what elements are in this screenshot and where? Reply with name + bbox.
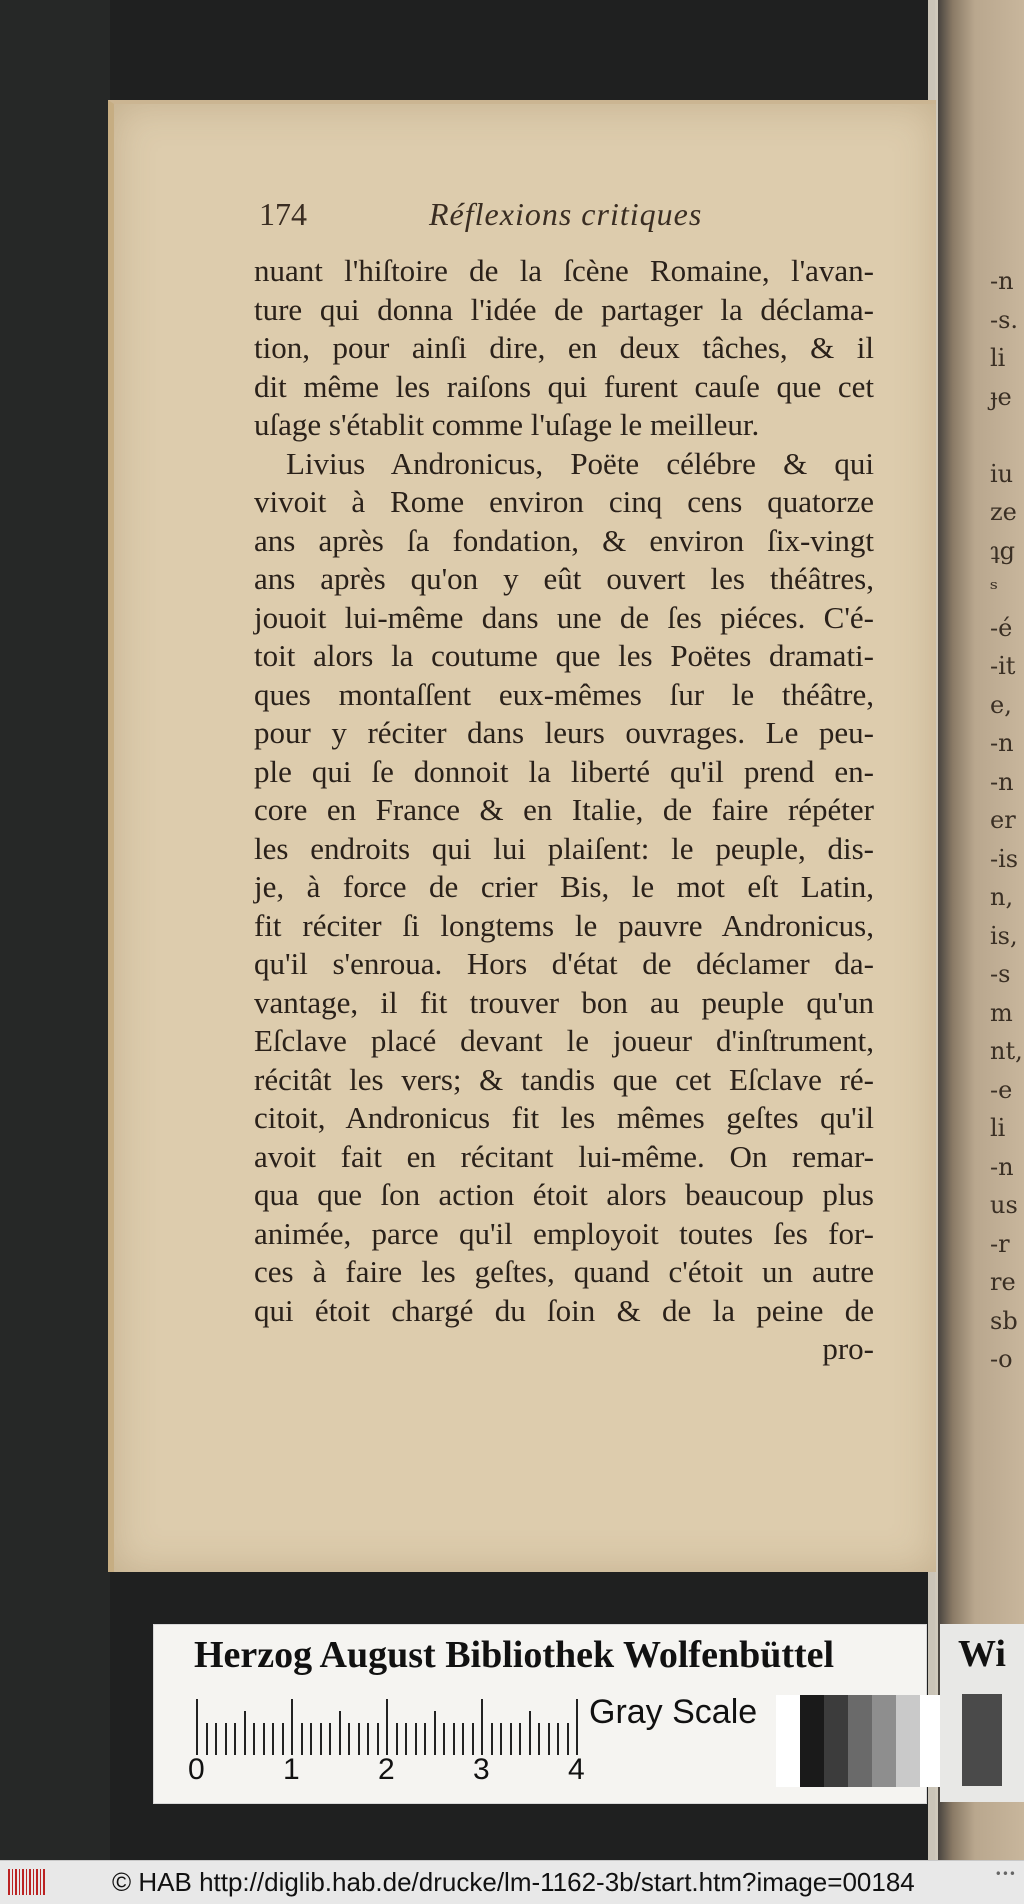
text-line: tion, pour ainſi dire, en deux tâches, & il xyxy=(254,330,874,365)
ruler-tick xyxy=(206,1723,208,1755)
adjacent-fragment: -s. xyxy=(990,305,1019,334)
text-line: vantage, il fit trouver bon au peuple qu'un xyxy=(254,984,874,1020)
adjacent-fragment: ˢ xyxy=(990,575,999,603)
text-line: fit réciter ſi longtems le pauvre Andronicus, xyxy=(254,907,874,943)
adjacent-fragment: ɟe xyxy=(990,382,1012,411)
text-line: ces à faire les geſtes, quand c'étoit un autre xyxy=(254,1254,874,1289)
text-line: récitât les vers; & tandis que cet Eſclave ré- xyxy=(254,1061,874,1097)
text-line: toit alors la coutume que les Poëtes dramati- xyxy=(254,638,874,673)
footer-copyright-link[interactable]: © HAB http://diglib.hab.de/drucke/lm-1162-3b/start.htm?image=00184 xyxy=(112,1867,915,1897)
ruler-tick xyxy=(301,1723,303,1755)
adjacent-fragment: us xyxy=(990,1191,1018,1219)
ruler-tick xyxy=(339,1711,341,1755)
ruler-tick xyxy=(500,1723,502,1755)
adjacent-fragment: n, xyxy=(990,883,1014,911)
scan-left-margin xyxy=(0,0,110,1860)
ruler-tick xyxy=(272,1723,274,1755)
adjacent-fragment: li xyxy=(990,1114,1006,1142)
text-line: qui étoit chargé du ſoin & de la peine de xyxy=(254,1292,874,1328)
gray-swatch xyxy=(848,1695,872,1787)
adjacent-fragment: -n xyxy=(990,267,1014,295)
ruler-tick xyxy=(348,1723,350,1755)
ruler-tick xyxy=(282,1723,284,1755)
gray-swatches xyxy=(776,1695,944,1787)
adjacent-fragment: -n xyxy=(990,1152,1014,1181)
ruler-tick xyxy=(567,1723,569,1755)
text-line: Eſclave placé devant le joueur d'inſtrument, xyxy=(254,1023,874,1058)
text-line: je, à force de crier Bis, le mot eſt Latin, xyxy=(254,869,874,904)
color-target-fragment-swatch xyxy=(962,1694,1002,1786)
adjacent-fragment: -n xyxy=(990,729,1014,757)
ruler-tick xyxy=(424,1723,426,1755)
ruler-tick xyxy=(443,1723,445,1755)
ruler-tick xyxy=(491,1723,493,1755)
ruler-tick xyxy=(519,1723,521,1755)
color-target xyxy=(153,1624,927,1804)
footer-dots: ••• xyxy=(994,1867,1016,1881)
gray-swatch xyxy=(824,1695,848,1787)
ruler-tick xyxy=(386,1699,388,1755)
text-line: core en France & en Italie, de faire répéter xyxy=(254,792,874,827)
text-line: pour y réciter dans leurs ouvrages. Le peu- xyxy=(254,715,874,750)
adjacent-fragment: is, xyxy=(990,921,1018,950)
adjacent-fragment: nt, xyxy=(990,1037,1023,1065)
text-line: nuant l'hiſtoire de la ſcène Romaine, l'avan- xyxy=(254,253,874,288)
ruler-tick xyxy=(244,1711,246,1755)
ruler-tick xyxy=(481,1699,483,1755)
adjacent-fragment: -é xyxy=(990,613,1013,642)
text-line: ans après ſa fondation, & environ ſix-vingt xyxy=(254,522,874,558)
adjacent-fragment: re xyxy=(990,1268,1016,1296)
ruler-tick xyxy=(576,1699,578,1755)
ruler-tick xyxy=(234,1723,236,1755)
adjacent-fragment xyxy=(990,416,1024,455)
ruler-tick xyxy=(367,1723,369,1755)
ruler-tick xyxy=(453,1723,455,1755)
ruler-number: 2 xyxy=(378,1753,395,1786)
page-body xyxy=(254,252,874,1369)
adjacent-fragment: -it xyxy=(990,652,1016,680)
adjacent-fragment: sb xyxy=(990,1306,1018,1335)
text-line: Livius Andronicus, Poëte célébre & qui xyxy=(286,445,874,481)
ruler-tick xyxy=(225,1723,227,1755)
text-line: qu'il s'enroua. Hors d'état de déclamer da- xyxy=(254,946,874,981)
ruler-number: 4 xyxy=(568,1753,585,1786)
adjacent-fragment: -is xyxy=(990,844,1019,873)
page-header xyxy=(259,196,819,236)
ruler-tick xyxy=(215,1723,217,1755)
gray-swatch xyxy=(872,1695,896,1787)
color-target-fragment xyxy=(940,1624,1024,1802)
color-target-title: Herzog August Bibliothek Wolfenbüttel xyxy=(194,1634,835,1676)
text-line: avoit fait en récitant lui-même. On remar- xyxy=(254,1138,874,1174)
adjacent-fragment: li xyxy=(990,344,1006,372)
ruler-tick xyxy=(377,1723,379,1755)
adjacent-fragment: -e xyxy=(990,1075,1013,1104)
ruler-tick xyxy=(405,1723,407,1755)
text-line: ans après qu'on y eût ouvert les théâtres, xyxy=(254,561,874,596)
ruler-tick xyxy=(415,1723,417,1755)
adjacent-fragment: -o xyxy=(990,1345,1013,1373)
text-line: ques montaſſent eux-mêmes ſur le théâtre, xyxy=(254,676,874,712)
gray-swatch xyxy=(800,1695,824,1787)
ruler-tick xyxy=(253,1723,255,1755)
ruler-tick xyxy=(472,1723,474,1755)
ruler-tick xyxy=(358,1723,360,1755)
text-line: qua que ſon action étoit alors beaucoup plus xyxy=(254,1177,874,1212)
adjacent-page-text xyxy=(990,262,1024,1379)
text-line: ple qui ſe donnoit la liberté qu'il prend en- xyxy=(254,753,874,789)
ruler-tick xyxy=(462,1723,464,1755)
footer-bar xyxy=(0,1860,1024,1904)
page-number: 174 xyxy=(259,196,307,232)
ruler-number: 3 xyxy=(473,1753,490,1786)
ruler-tick xyxy=(434,1711,436,1755)
ruler-tick xyxy=(396,1723,398,1755)
ruler-tick xyxy=(196,1699,198,1755)
adjacent-fragment: -n xyxy=(990,767,1014,796)
ruler-labels xyxy=(188,1753,668,1793)
hab-logo-icon xyxy=(8,1869,46,1895)
gray-swatch xyxy=(896,1695,920,1787)
text-line: les endroits qui lui plaiſent: le peuple, dis- xyxy=(254,830,874,866)
ruler-tick xyxy=(320,1723,322,1755)
text-line: citoit, Andronicus fit les mêmes geſtes qu'il xyxy=(254,1100,874,1135)
text-line: ture qui donna l'idée de partager la déclama- xyxy=(254,291,874,327)
running-title: Réflexions critiques xyxy=(429,196,703,232)
adjacent-fragment: e, xyxy=(990,690,1012,719)
color-target-fragment-text: Wi xyxy=(958,1633,1006,1675)
ruler-scale xyxy=(196,1695,626,1755)
catchword: pro- xyxy=(822,1331,874,1366)
ruler-tick xyxy=(548,1723,550,1755)
text-line: jouoit lui-même dans une de ſes piéces. C'é- xyxy=(254,599,874,635)
gray-swatch xyxy=(776,1695,800,1787)
ruler-tick xyxy=(510,1723,512,1755)
adjacent-fragment: -s xyxy=(990,960,1011,988)
text-line: vivoit à Rome environ cinq cens quatorze xyxy=(254,484,874,519)
ruler-tick xyxy=(557,1723,559,1755)
ruler-tick xyxy=(310,1723,312,1755)
ruler-tick xyxy=(529,1711,531,1755)
ruler-tick xyxy=(291,1699,293,1755)
text-line: animée, parce qu'il employoit toutes ſes for- xyxy=(254,1215,874,1251)
ruler-tick xyxy=(538,1723,540,1755)
text-line: dit même les raiſons qui furent cauſe que cet xyxy=(254,368,874,404)
adjacent-fragment: ʇg xyxy=(990,536,1016,565)
ruler-tick xyxy=(263,1723,265,1755)
book-page xyxy=(108,100,936,1572)
gray-scale-label: Gray Scale xyxy=(589,1693,758,1731)
ruler-tick xyxy=(329,1723,331,1755)
adjacent-fragment: ze xyxy=(990,498,1017,526)
adjacent-fragment: er xyxy=(990,806,1016,834)
ruler-number: 1 xyxy=(283,1753,300,1786)
adjacent-fragment: m xyxy=(990,998,1013,1027)
ruler-number: 0 xyxy=(188,1753,205,1786)
text-line: uſage s'établit comme l'uſage le meilleur. xyxy=(254,407,760,442)
adjacent-fragment: iu xyxy=(990,459,1014,488)
adjacent-fragment: -r xyxy=(990,1229,1010,1258)
